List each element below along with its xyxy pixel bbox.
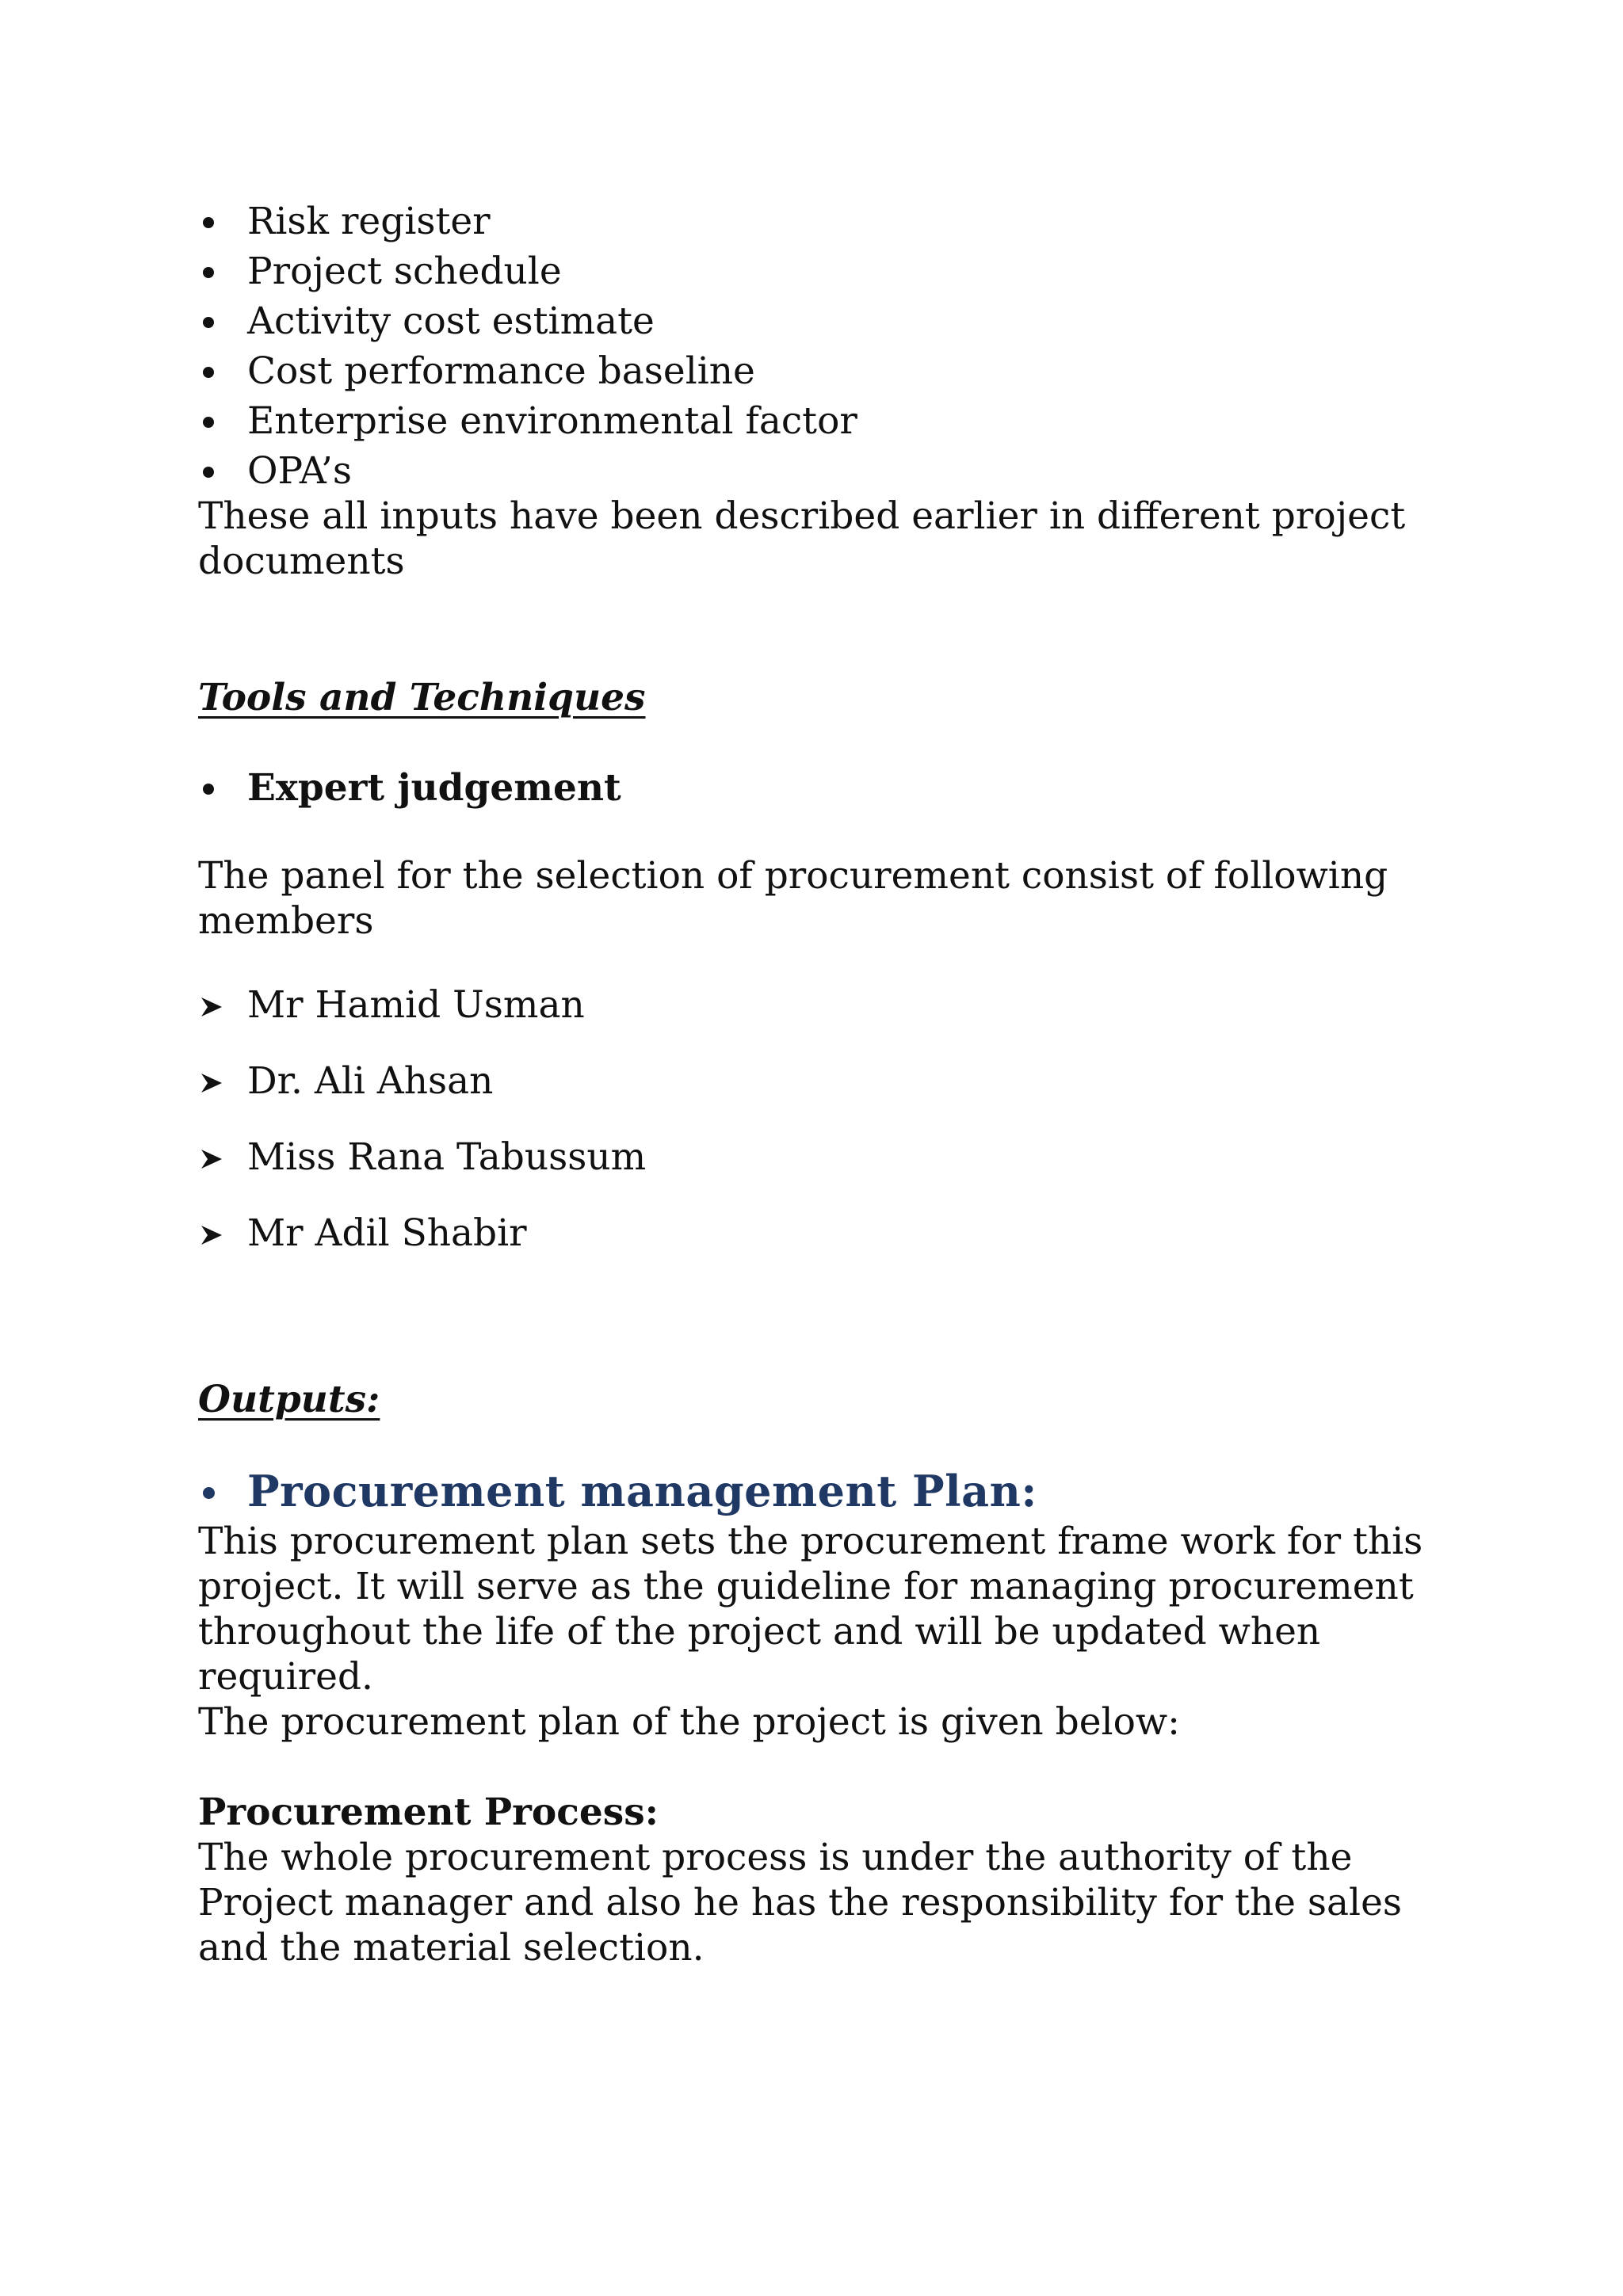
page-content — [198, 196, 1434, 1970]
bullet-icon — [203, 267, 214, 278]
bullet-icon — [203, 784, 214, 795]
inputs-note: These all inputs have been described earlier in different project documents — [198, 494, 1406, 583]
bullet-icon — [203, 417, 214, 428]
inputs-list — [198, 196, 1434, 496]
outputs-heading: Outputs: — [198, 1378, 380, 1421]
tools-heading: Tools and Techniques — [198, 676, 646, 719]
process-heading: Procurement Process: — [198, 1791, 659, 1834]
plan-title: Procurement management Plan: — [198, 1463, 1434, 1519]
list-item: Dr. Ali Ahsan — [198, 1056, 1434, 1132]
plan-text: This procurement plan sets the procurement frame work for this project. It will serve as the guideline for managing procurement throughout the life of the project and will be updated when required. — [198, 1520, 1423, 1699]
list-item: Mr Adil Shabir — [198, 1208, 1434, 1284]
arrowhead-bullet-icon — [200, 1224, 223, 1246]
bullet-icon — [203, 217, 214, 228]
process-text: The whole procurement process is under the authority of the Project manager and also he has the responsibility for the sales and the material selection. — [198, 1836, 1403, 1970]
arrowhead-bullet-icon — [200, 996, 223, 1018]
bullet-icon — [203, 1487, 215, 1499]
list-item: Enterprise environmental factor — [198, 396, 1434, 446]
list-item: Activity cost estimate — [198, 296, 1434, 346]
arrowhead-bullet-icon — [200, 1148, 223, 1170]
list-item: Miss Rana Tabussum — [198, 1132, 1434, 1208]
list-item: Mr Hamid Usman — [198, 980, 1434, 1056]
list-item: Project schedule — [198, 246, 1434, 296]
bullet-icon — [203, 367, 214, 378]
list-item: Cost performance baseline — [198, 346, 1434, 396]
bullet-icon — [203, 467, 214, 478]
list-item: OPA’s — [198, 446, 1434, 496]
plan-intro: The procurement plan of the project is given below: — [198, 1700, 1180, 1744]
bullet-icon — [203, 317, 214, 328]
expert-judgement-item: Expert judgement — [198, 763, 1434, 813]
list-item: Risk register — [198, 196, 1434, 246]
panel-text: The panel for the selection of procurement consist of following members — [198, 854, 1388, 943]
panel-members-list — [198, 980, 1434, 1284]
arrowhead-bullet-icon — [200, 1072, 223, 1094]
